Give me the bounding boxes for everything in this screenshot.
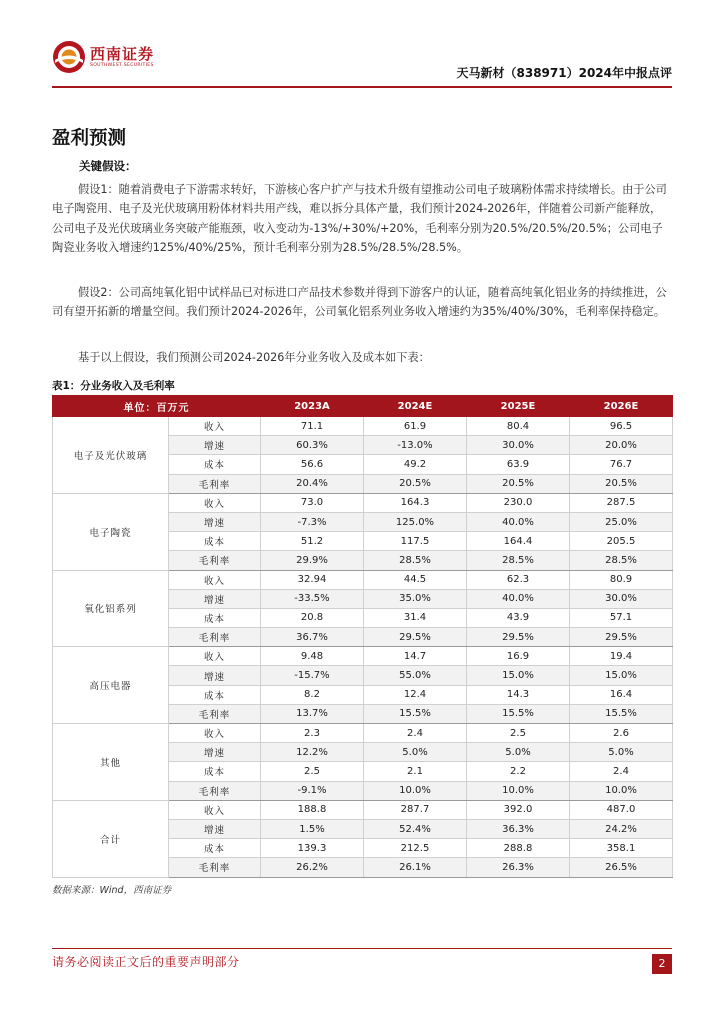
metric-label: 收入 (169, 570, 261, 589)
value-cell: 61.9 (364, 417, 467, 436)
table-row (53, 570, 673, 589)
assumption-paragraph-1: 假设1：随着消费电子下游需求转好，下游核心客户扩产与技术升级有望推动公司电子玻璃粉体需求持续增长。由于公司电子陶瓷用、电子及光伏玻璃用粉体材料共用产线，难以拆分具体产量，我们预计2024-2026年，伴随着公司新产能释放，公司电子及光伏玻璃业务突破产能瓶颈，收入变动为-13%/+30%/+20%，毛利率分别为20.5%/20.5%/20.5%；公司电子陶瓷业务收入增速约125%/40%/25%，预计毛利率分别为28.5%/28.5%/28.5%。 (52, 183, 667, 254)
metric-label: 成本 (169, 839, 261, 858)
value-cell: 487.0 (570, 800, 673, 819)
value-cell: 287.7 (364, 800, 467, 819)
value-cell: 10.0% (570, 781, 673, 800)
year-header: 2025E (467, 396, 570, 417)
value-cell: 96.5 (570, 417, 673, 436)
summary-paragraph: 基于以上假设，我们预测公司2024-2026年分业务收入及成本如下表： (78, 351, 430, 364)
value-cell: 19.4 (570, 647, 673, 666)
table-caption: 表1：分业务收入及毛利率 (52, 380, 175, 392)
value-cell: -7.3% (261, 512, 364, 531)
value-cell: 26.2% (261, 858, 364, 877)
value-cell: 31.4 (364, 608, 467, 627)
value-cell: 2.6 (570, 724, 673, 743)
metric-label: 增速 (169, 666, 261, 685)
table-row (53, 493, 673, 512)
value-cell: 43.9 (467, 608, 570, 627)
metric-label: 收入 (169, 724, 261, 743)
value-cell: 52.4% (364, 819, 467, 838)
value-cell: 76.7 (570, 455, 673, 474)
value-cell: -9.1% (261, 781, 364, 800)
page-header (0, 0, 724, 92)
value-cell: 80.4 (467, 417, 570, 436)
brand-name-en: SOUTHWEST SECURITIES (90, 63, 154, 68)
value-cell: 20.5% (570, 474, 673, 493)
value-cell: 15.5% (364, 704, 467, 723)
value-cell: 20.5% (467, 474, 570, 493)
value-cell: 20.4% (261, 474, 364, 493)
value-cell: -13.0% (364, 436, 467, 455)
metric-label: 增速 (169, 512, 261, 531)
value-cell: 2.5 (467, 724, 570, 743)
value-cell: 15.0% (467, 666, 570, 685)
value-cell: 28.5% (570, 551, 673, 570)
table-row (53, 647, 673, 666)
value-cell: 358.1 (570, 839, 673, 858)
value-cell: 40.0% (467, 512, 570, 531)
segment-name: 合计 (53, 800, 169, 877)
header-divider (52, 86, 672, 88)
disclaimer-note: 请务必阅读正文后的重要声明部分 (52, 955, 240, 969)
value-cell: 29.5% (467, 628, 570, 647)
metric-label: 毛利率 (169, 474, 261, 493)
metric-label: 毛利率 (169, 628, 261, 647)
value-cell: 60.3% (261, 436, 364, 455)
value-cell: 26.1% (364, 858, 467, 877)
value-cell: 49.2 (364, 455, 467, 474)
value-cell: 30.0% (570, 589, 673, 608)
table-body (53, 417, 673, 878)
table-row (53, 417, 673, 436)
metric-label: 增速 (169, 743, 261, 762)
value-cell: 16.9 (467, 647, 570, 666)
value-cell: 10.0% (364, 781, 467, 800)
table-row (53, 724, 673, 743)
southwest-securities-logo-icon (52, 40, 86, 74)
value-cell: 20.8 (261, 608, 364, 627)
metric-label: 收入 (169, 800, 261, 819)
value-cell: -15.7% (261, 666, 364, 685)
value-cell: 51.2 (261, 532, 364, 551)
value-cell: 188.8 (261, 800, 364, 819)
value-cell: 62.3 (467, 570, 570, 589)
value-cell: 14.7 (364, 647, 467, 666)
metric-label: 增速 (169, 589, 261, 608)
value-cell: 5.0% (467, 743, 570, 762)
metric-label: 成本 (169, 532, 261, 551)
value-cell: -33.5% (261, 589, 364, 608)
segment-name: 氧化铝系列 (53, 570, 169, 647)
value-cell: 164.3 (364, 493, 467, 512)
value-cell: 26.3% (467, 858, 570, 877)
data-source-note: 数据来源：Wind，西南证券 (52, 885, 172, 896)
section-title: 盈利预测 (52, 128, 127, 149)
metric-label: 收入 (169, 493, 261, 512)
key-assumptions-heading: 关键假设： (79, 159, 137, 173)
value-cell: 5.0% (570, 743, 673, 762)
value-cell: 73.0 (261, 493, 364, 512)
value-cell: 14.3 (467, 685, 570, 704)
metric-label: 成本 (169, 685, 261, 704)
value-cell: 12.4 (364, 685, 467, 704)
segment-name: 其他 (53, 724, 169, 801)
year-header: 2026E (570, 396, 673, 417)
value-cell: 2.2 (467, 762, 570, 781)
value-cell: 164.4 (467, 532, 570, 551)
value-cell: 29.5% (570, 628, 673, 647)
metric-label: 收入 (169, 647, 261, 666)
value-cell: 36.7% (261, 628, 364, 647)
value-cell: 25.0% (570, 512, 673, 531)
brand-name-cn: 西南证券 (90, 45, 155, 63)
value-cell: 20.5% (364, 474, 467, 493)
metric-label: 成本 (169, 608, 261, 627)
value-cell: 56.6 (261, 455, 364, 474)
assumption-paragraph-2: 假设2：公司高纯氧化铝中试样品已对标进口产品技术参数并得到下游客户的认证，随着高纯氧化铝业务的持续推进，公司有望开拓新的增量空间。我们预计2024-2026年，公司氧化铝系列业务收入增速约为35%/40%/30%，毛利率保持稳定。 (52, 286, 667, 319)
value-cell: 2.1 (364, 762, 467, 781)
page-number: 2 (652, 954, 672, 974)
value-cell: 29.9% (261, 551, 364, 570)
value-cell: 29.5% (364, 628, 467, 647)
value-cell: 30.0% (467, 436, 570, 455)
value-cell: 20.0% (570, 436, 673, 455)
year-header: 2024E (364, 396, 467, 417)
value-cell: 2.4 (570, 762, 673, 781)
value-cell: 2.4 (364, 724, 467, 743)
value-cell: 2.3 (261, 724, 364, 743)
metric-label: 增速 (169, 436, 261, 455)
metric-label: 毛利率 (169, 781, 261, 800)
value-cell: 80.9 (570, 570, 673, 589)
metric-label: 毛利率 (169, 551, 261, 570)
value-cell: 15.5% (570, 704, 673, 723)
value-cell: 2.5 (261, 762, 364, 781)
value-cell: 12.2% (261, 743, 364, 762)
table-header-row (53, 396, 673, 417)
unit-header: 单位：百万元 (53, 396, 261, 417)
segment-name: 电子陶瓷 (53, 493, 169, 570)
value-cell: 139.3 (261, 839, 364, 858)
value-cell: 63.9 (467, 455, 570, 474)
year-header: 2023A (261, 396, 364, 417)
value-cell: 5.0% (364, 743, 467, 762)
value-cell: 10.0% (467, 781, 570, 800)
revenue-margin-table (52, 395, 673, 878)
metric-label: 毛利率 (169, 704, 261, 723)
value-cell: 36.3% (467, 819, 570, 838)
value-cell: 8.2 (261, 685, 364, 704)
footer-divider (52, 948, 672, 949)
segment-name: 电子及光伏玻璃 (53, 417, 169, 494)
value-cell: 230.0 (467, 493, 570, 512)
metric-label: 增速 (169, 819, 261, 838)
value-cell: 24.2% (570, 819, 673, 838)
value-cell: 9.48 (261, 647, 364, 666)
value-cell: 28.5% (467, 551, 570, 570)
report-title: 天马新材（838971）2024年中报点评 (456, 66, 672, 80)
value-cell: 44.5 (364, 570, 467, 589)
value-cell: 392.0 (467, 800, 570, 819)
metric-label: 收入 (169, 417, 261, 436)
brand-block (90, 46, 154, 68)
value-cell: 35.0% (364, 589, 467, 608)
metric-label: 毛利率 (169, 858, 261, 877)
value-cell: 16.4 (570, 685, 673, 704)
value-cell: 125.0% (364, 512, 467, 531)
value-cell: 28.5% (364, 551, 467, 570)
value-cell: 1.5% (261, 819, 364, 838)
value-cell: 32.94 (261, 570, 364, 589)
value-cell: 117.5 (364, 532, 467, 551)
value-cell: 26.5% (570, 858, 673, 877)
value-cell: 287.5 (570, 493, 673, 512)
value-cell: 71.1 (261, 417, 364, 436)
value-cell: 15.5% (467, 704, 570, 723)
metric-label: 成本 (169, 762, 261, 781)
value-cell: 288.8 (467, 839, 570, 858)
metric-label: 成本 (169, 455, 261, 474)
segment-name: 高压电器 (53, 647, 169, 724)
value-cell: 15.0% (570, 666, 673, 685)
value-cell: 205.5 (570, 532, 673, 551)
value-cell: 55.0% (364, 666, 467, 685)
value-cell: 57.1 (570, 608, 673, 627)
value-cell: 13.7% (261, 704, 364, 723)
value-cell: 212.5 (364, 839, 467, 858)
table-row (53, 800, 673, 819)
value-cell: 40.0% (467, 589, 570, 608)
